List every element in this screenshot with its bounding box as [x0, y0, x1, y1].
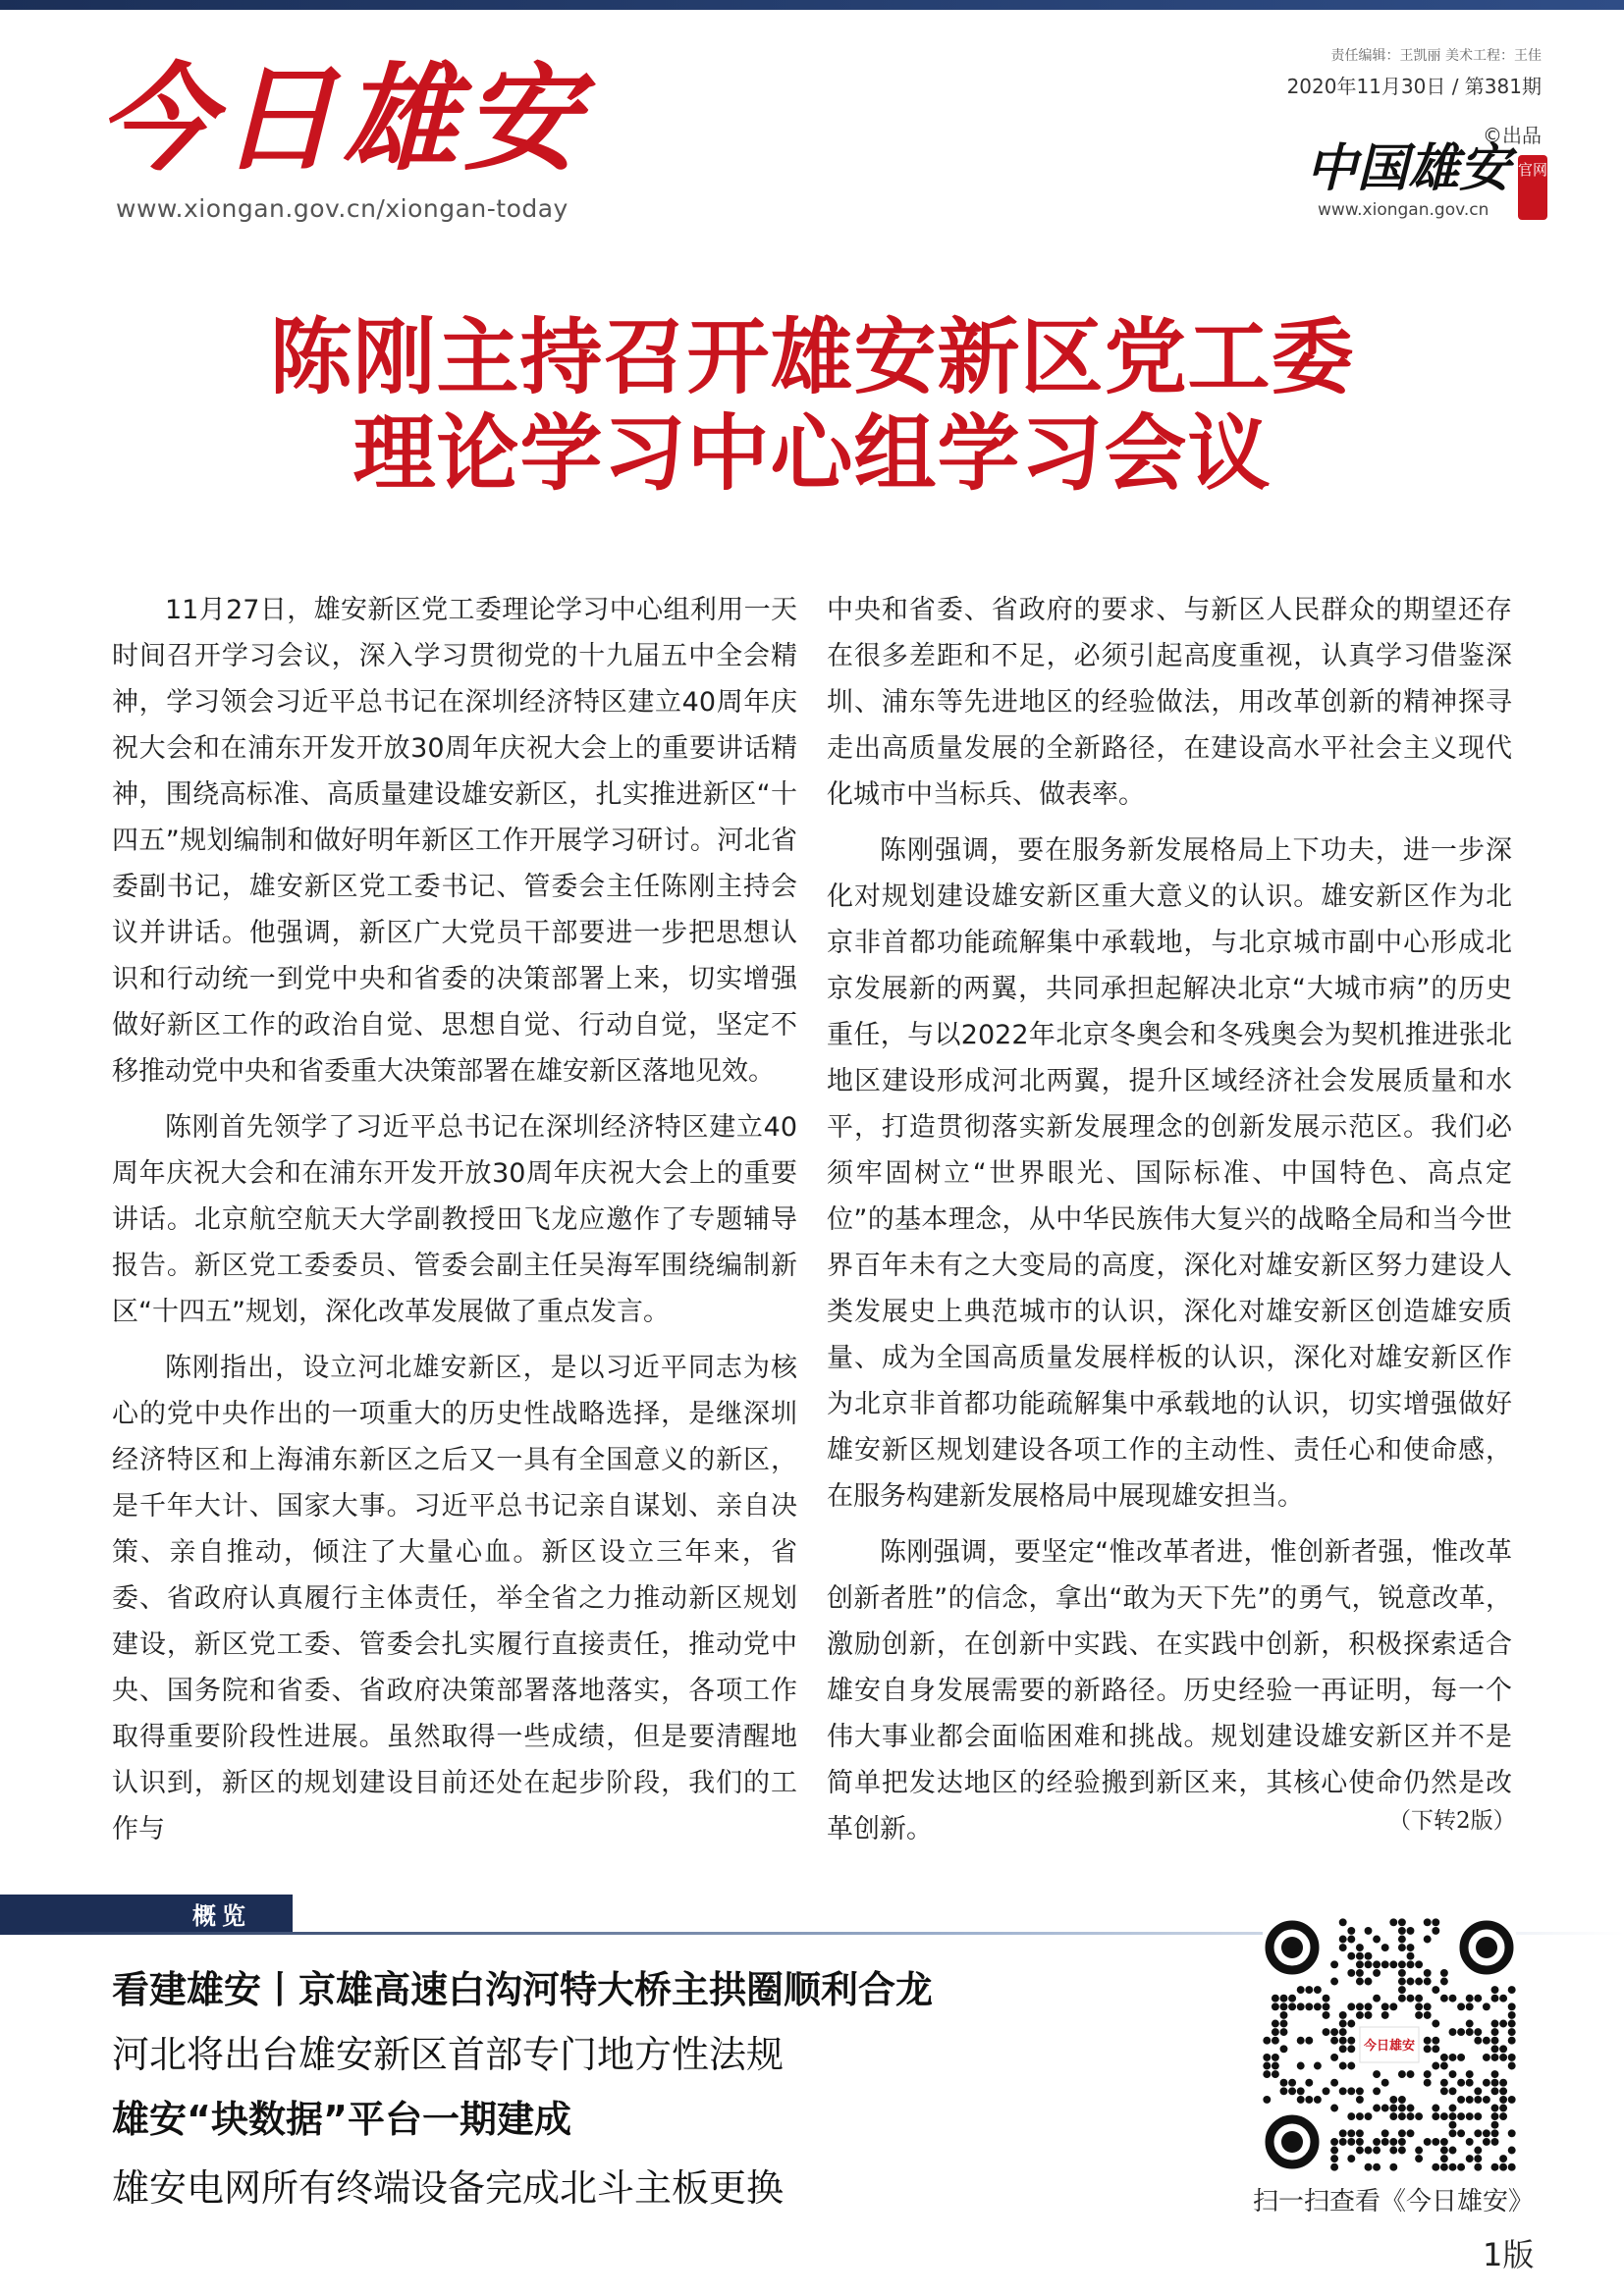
page-number: 1版: [1483, 2236, 1535, 2273]
qr-code-image: [1263, 1918, 1516, 2171]
article-right-column: [827, 587, 1512, 1862]
overview-item[interactable]: 河北将出台雄安新区首部专门地方性法规: [112, 2033, 785, 2076]
paragraph: 11月27日，雄安新区党工委理论学习中心组利用一天时间召开学习会议，深入学习贯彻党的十九届五中全会精神，学习领会习近平总书记在深圳经济特区建立40周年庆祝大会和在浦东开发开放30周年庆祝大会上的重要讲话精神，围绕高标准、高质量建设雄安新区，扎实推进新区“十四五”规划编制和做好明年新区工作开展学习研讨。河北省委副书记，雄安新区党工委书记、管委会主任陈刚主持会议并讲话。他强调，新区广大党员干部要进一步把思想认识和行动统一到党中央和省委的决策部署上来，切实增强做好新区工作的政治自觉、思想自觉、行动自觉，坚定不移推动党中央和省委重大决策部署在雄安新区落地见效。: [112, 595, 797, 1087]
paragraph-continued: 中央和省委、省政府的要求、与新区人民群众的期望还存在很多差距和不足，必须引起高度重视，认真学习借鉴深圳、浦东等先进地区的经验做法，用改革创新的精神探寻走出高质量发展的全新路径，在建设高水平社会主义现代化城市中当标兵、做表率。: [827, 595, 1512, 810]
overview-label: 概览: [192, 1902, 251, 1930]
paragraph: 陈刚首先领学了习近平总书记在深圳经济特区建立40周年庆祝大会和在浦东开发开放30周年庆祝大会上的重要讲话。北京航空航天大学副教授田飞龙应邀作了专题辅导报告。新区党工委委员、管委会副主任吴海军围绕编制新区“十四五”规划，深化改革发展做了重点发言。: [112, 1112, 797, 1327]
qr-center-label: 今日雄安: [1363, 2039, 1416, 2054]
brand-logo: 中国雄安: [1306, 138, 1511, 198]
overview-item[interactable]: 雄安“块数据”平台一期建成: [112, 2098, 571, 2141]
editors-credit: 责任编辑：王凯丽 美术工程：王佳: [1330, 48, 1542, 64]
masthead-logo: 今日雄安: [98, 50, 586, 187]
overview-item[interactable]: 看建雄安丨京雄高速白沟河特大桥主拱圈顺利合龙: [112, 1968, 934, 2011]
brand-credit: ©出品: [1483, 124, 1542, 147]
qr-code[interactable]: [1263, 1918, 1516, 2171]
issue-date: 2020年11月30日 / 第381期: [1286, 75, 1542, 98]
headline-line-2: 理论学习中心组学习会议: [352, 404, 1272, 502]
continued-note: （下转2版）: [1388, 1808, 1516, 1834]
paragraph: 陈刚指出，设立河北雄安新区，是以习近平同志为核心的党中央作出的一项重大的历史性战略选择，是继深圳经济特区和上海浦东新区之后又一具有全国意义的新区，是千年大计、国家大事。习近平总书记亲自谋划、亲自决策、亲自推动，倾注了大量心血。新区设立三年来，省委、省政府认真履行主体责任，举全省之力推动新区规划建设，新区党工委、管委会扎实履行直接责任，推动党中央、国务院和省委、省政府决策部署落地落实，各项工作取得重要阶段性进展。虽然取得一些成绩，但是要清醒地认识到，新区的规划建设目前还处在起步阶段，我们的工作与: [112, 1353, 797, 1844]
headline-line-1: 陈刚主持召开雄安新区党工委: [269, 308, 1355, 405]
paragraph: 陈刚强调，要在服务新发展格局上下功夫，进一步深化对规划建设雄安新区重大意义的认识。雄安新区作为北京非首都功能疏解集中承载地，与北京城市副中心形成北京发展新的两翼，共同承担起解决北京“大城市病”的历史重任，与以2022年北京冬奥会和冬残奥会为契机推进张北地区建设形成河北两翼，提升区域经济社会发展质量和水平，打造贯彻落实新发展理念的创新发展示范区。我们必须牢固树立“世界眼光、国际标准、中国特色、高点定位”的基本理念，从中华民族伟大复兴的战略全局和当今世界百年未有之大变局的高度，深化对雄安新区努力建设人类发展史上典范城市的认识，深化对雄安新区创造雄安质量、成为全国高质量发展样板的认识，深化对雄安新区作为北京非首都功能疏解集中承载地的认识，切实增强做好雄安新区规划建设各项工作的主动性、责任心和使命感，在服务构建新发展格局中展现雄安担当。: [827, 835, 1512, 1512]
qr-caption: 扫一扫查看《今日雄安》: [1253, 2187, 1535, 2216]
article-left-column: [112, 587, 797, 1862]
brand-url[interactable]: www.xiongan.gov.cn: [1318, 200, 1489, 220]
masthead-url[interactable]: www.xiongan.gov.cn/xiongan-today: [116, 194, 568, 223]
brand-seal: 官网: [1518, 155, 1547, 220]
overview-item[interactable]: 雄安电网所有终端设备完成北斗主板更换: [112, 2166, 785, 2210]
top-color-bar: [0, 0, 1624, 10]
paragraph: 陈刚强调，要坚定“惟改革者进，惟创新者强，惟改革创新者胜”的信念，拿出“敢为天下先”的勇气，锐意改革，激励创新，在创新中实践、在实践中创新，积极探索适合雄安自身发展需要的新路径。历史经验一再证明，每一个伟大事业都会面临困难和挑战。规划建设雄安新区并不是简单把发达地区的经验搬到新区来，其核心使命仍然是改革创新。: [827, 1537, 1512, 1844]
